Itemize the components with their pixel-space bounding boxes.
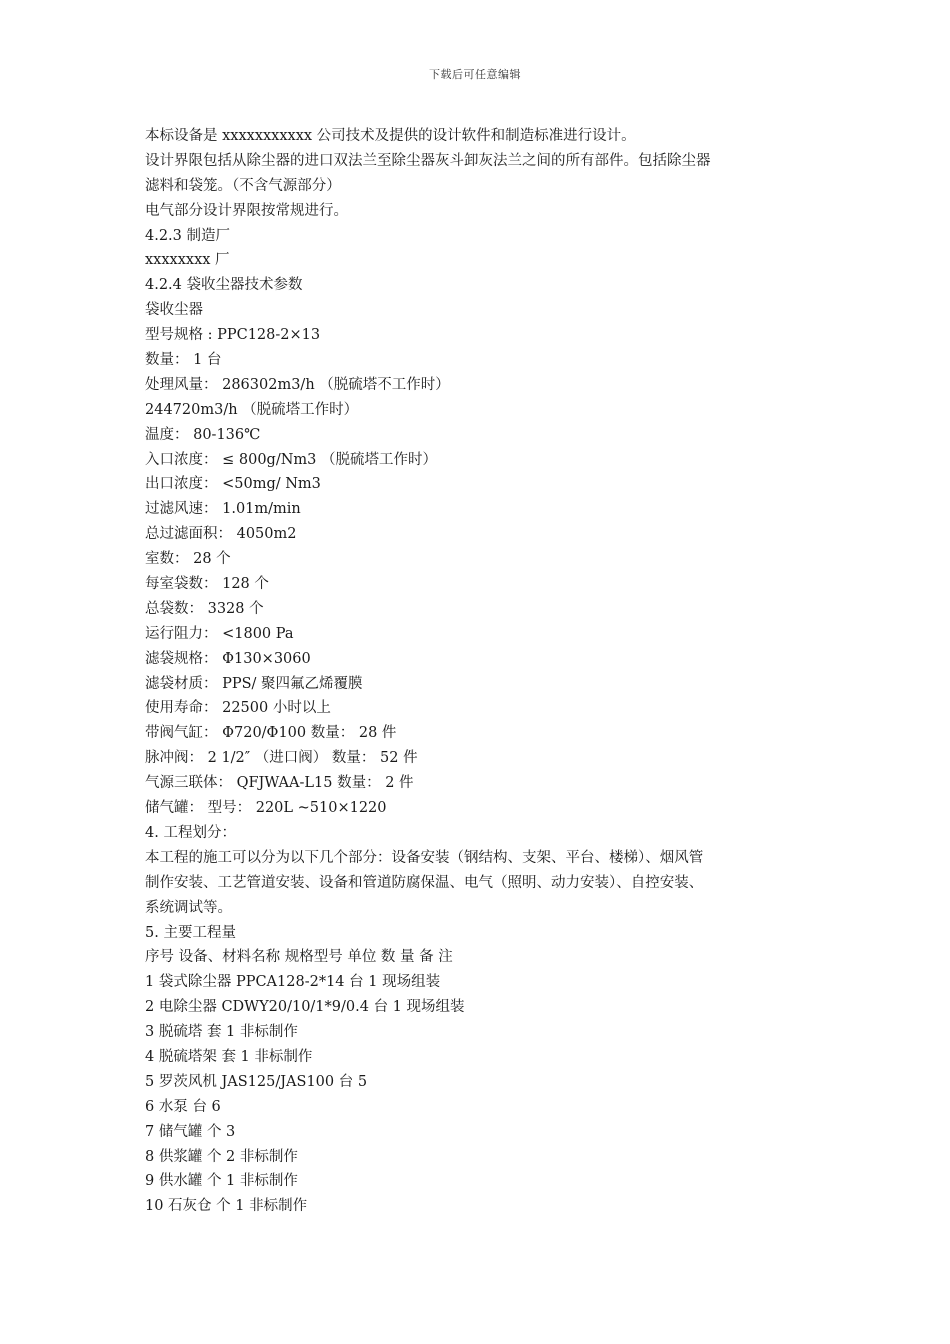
spec-line: 使用寿命： 22500 小时以上 bbox=[145, 700, 331, 717]
spec-line: 过滤风速： 1.01m/min bbox=[145, 501, 301, 518]
spec-line: 数量： 1 台 bbox=[145, 352, 222, 369]
text-line: 设计界限包括从除尘器的进口双法兰至除尘器灰斗卸灰法兰之间的所有部件。包括除尘器 bbox=[145, 152, 711, 169]
page-header: 下载后可任意编辑 bbox=[429, 68, 521, 81]
text-line: xxxxxxxx 厂 bbox=[145, 252, 230, 269]
text-line: 电气部分设计界限按常规进行。 bbox=[145, 202, 348, 219]
spec-line: 总袋数： 3328 个 bbox=[145, 600, 264, 617]
spec-line: 型号规格 : PPC128-2×13 bbox=[145, 327, 321, 344]
quantity-table-row: 6 水泵 台 6 bbox=[145, 1098, 221, 1115]
spec-line: 滤袋材质： PPS/ 聚四氟乙烯覆膜 bbox=[145, 675, 363, 692]
quantity-table-row: 3 脱硫塔 套 1 非标制作 bbox=[145, 1024, 298, 1041]
text-line: 滤料和袋笼。（不含气源部分） bbox=[145, 177, 341, 194]
spec-line: 室数： 28 个 bbox=[145, 551, 231, 568]
section-heading: 4.2.3 制造厂 bbox=[145, 227, 231, 244]
text-line: 制作安装、工艺管道安装、设备和管道防腐保温、电气（照明、动力安装）、自控安装、 bbox=[145, 874, 704, 891]
spec-line: 244720m3/h （脱硫塔工作时） bbox=[145, 401, 359, 418]
quantity-table-row: 8 供浆罐 个 2 非标制作 bbox=[145, 1148, 298, 1165]
spec-line: 出口浓度： <50mg/ Nm3 bbox=[145, 476, 321, 493]
quantity-table-row: 7 储气罐 个 3 bbox=[145, 1123, 236, 1140]
text-line: 袋收尘器 bbox=[145, 302, 203, 319]
text-line: 本标设备是 xxxxxxxxxxx 公司技术及提供的设计软件和制造标准进行设计。 bbox=[145, 128, 636, 144]
document-body bbox=[145, 124, 815, 1219]
quantity-table-row: 2 电除尘器 CDWY20/10/1*9/0.4 台 1 现场组装 bbox=[145, 999, 465, 1016]
quantity-table-row: 10 石灰仓 个 1 非标制作 bbox=[145, 1198, 308, 1215]
spec-line: 脉冲阀： 2 1/2″ （进口阀） 数量： 52 件 bbox=[145, 750, 418, 767]
quantity-table-row: 9 供水罐 个 1 非标制作 bbox=[145, 1173, 298, 1190]
spec-line: 储气罐： 型号： 220L ~510×1220 bbox=[145, 800, 387, 817]
spec-line: 滤袋规格： Φ130×3060 bbox=[145, 650, 311, 667]
spec-line: 运行阻力： <1800 Pa bbox=[145, 625, 294, 642]
quantity-table-row: 5 罗茨风机 JAS125/JAS100 台 5 bbox=[145, 1073, 368, 1090]
spec-line: 温度： 80-136℃ bbox=[145, 426, 261, 443]
quantity-table-row: 1 袋式除尘器 PPCA128-2*14 台 1 现场组装 bbox=[145, 974, 441, 991]
spec-line: 入口浓度： ≤ 800g/Nm3 （脱硫塔工作时） bbox=[145, 451, 437, 468]
spec-line: 处理风量： 286302m3/h （脱硫塔不工作时） bbox=[145, 376, 450, 393]
section-heading: 4.2.4 袋收尘器技术参数 bbox=[145, 277, 303, 294]
spec-line: 带阀气缸： Φ720/Φ100 数量： 28 件 bbox=[145, 725, 397, 742]
spec-line: 每室袋数： 128 个 bbox=[145, 576, 269, 593]
quantity-table-header: 序号 设备、材料名称 规格型号 单位 数 量 备 注 bbox=[145, 949, 453, 966]
section-heading: 5. 主要工程量 bbox=[145, 924, 236, 941]
quantity-table-row: 4 脱硫塔架 套 1 非标制作 bbox=[145, 1048, 313, 1065]
text-line: 本工程的施工可以分为以下几个部分：设备安装（钢结构、支架、平台、楼梯）、烟风管 bbox=[145, 849, 704, 866]
spec-line: 气源三联体： QFJWAA-L15 数量： 2 件 bbox=[145, 775, 414, 792]
section-heading: 4. 工程划分： bbox=[145, 824, 236, 841]
spec-line: 总过滤面积： 4050m2 bbox=[145, 526, 297, 543]
text-line: 系统调试等。 bbox=[145, 899, 232, 916]
